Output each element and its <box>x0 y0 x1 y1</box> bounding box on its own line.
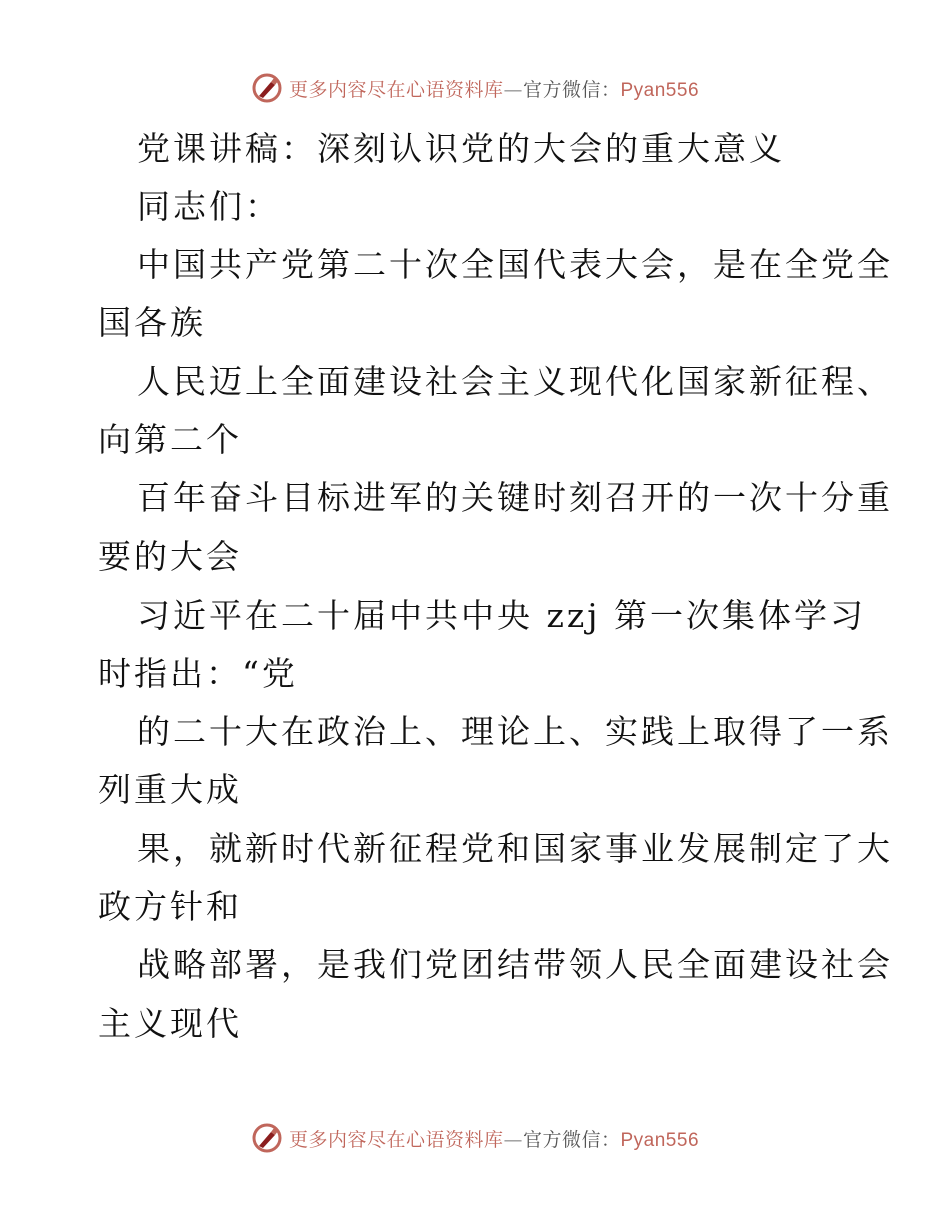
watermark-wechat-label: 官方微信： <box>522 1128 621 1151</box>
document-title: 党课讲稿：深刻认识党的大会的重大意义 <box>137 129 785 168</box>
paragraph-line: 的二十大在政治上、理论上、实践上取得了一系 <box>137 712 893 751</box>
paragraph-line: 时指出：“党 <box>98 654 298 693</box>
paragraph-line: 战略部署，是我们党团结带领人民全面建设社会 <box>137 945 893 984</box>
pen-logo-icon <box>251 72 283 104</box>
paragraph-line: 要的大会 <box>98 537 242 576</box>
salutation: 同志们： <box>137 187 281 226</box>
watermark-brand: 更多内容尽在心语资料库 <box>288 1128 504 1151</box>
paragraph-line: 国各族 <box>98 303 206 342</box>
watermark-wechat-label: 官方微信： <box>522 78 621 101</box>
paragraph-line: 主义现代 <box>98 1004 242 1043</box>
pen-logo-icon <box>251 1122 283 1154</box>
paragraph-line: 习近平在二十届中共中央 zzj 第一次集体学习 <box>137 596 866 635</box>
watermark-header <box>0 72 950 104</box>
paragraph-line: 果，就新时代新征程党和国家事业发展制定了大 <box>137 829 893 868</box>
watermark-footer <box>0 1122 950 1154</box>
watermark-wechat-id: Pyan556 <box>620 1129 700 1151</box>
watermark-dash: — <box>503 78 523 101</box>
paragraph-line: 向第二个 <box>98 420 242 459</box>
paragraph-line: 百年奋斗目标进军的关键时刻召开的一次十分重 <box>137 478 893 517</box>
paragraph-line: 列重大成 <box>98 770 242 809</box>
watermark-text <box>289 75 699 102</box>
paragraph-line: 政方针和 <box>98 887 242 926</box>
watermark-dash: — <box>503 1128 523 1151</box>
watermark-wechat-id: Pyan556 <box>620 79 700 101</box>
watermark-brand: 更多内容尽在心语资料库 <box>288 78 504 101</box>
paragraph-line: 中国共产党第二十次全国代表大会，是在全党全 <box>137 245 893 284</box>
watermark-text <box>289 1125 699 1152</box>
paragraph-line: 人民迈上全面建设社会主义现代化国家新征程、 <box>137 362 893 401</box>
